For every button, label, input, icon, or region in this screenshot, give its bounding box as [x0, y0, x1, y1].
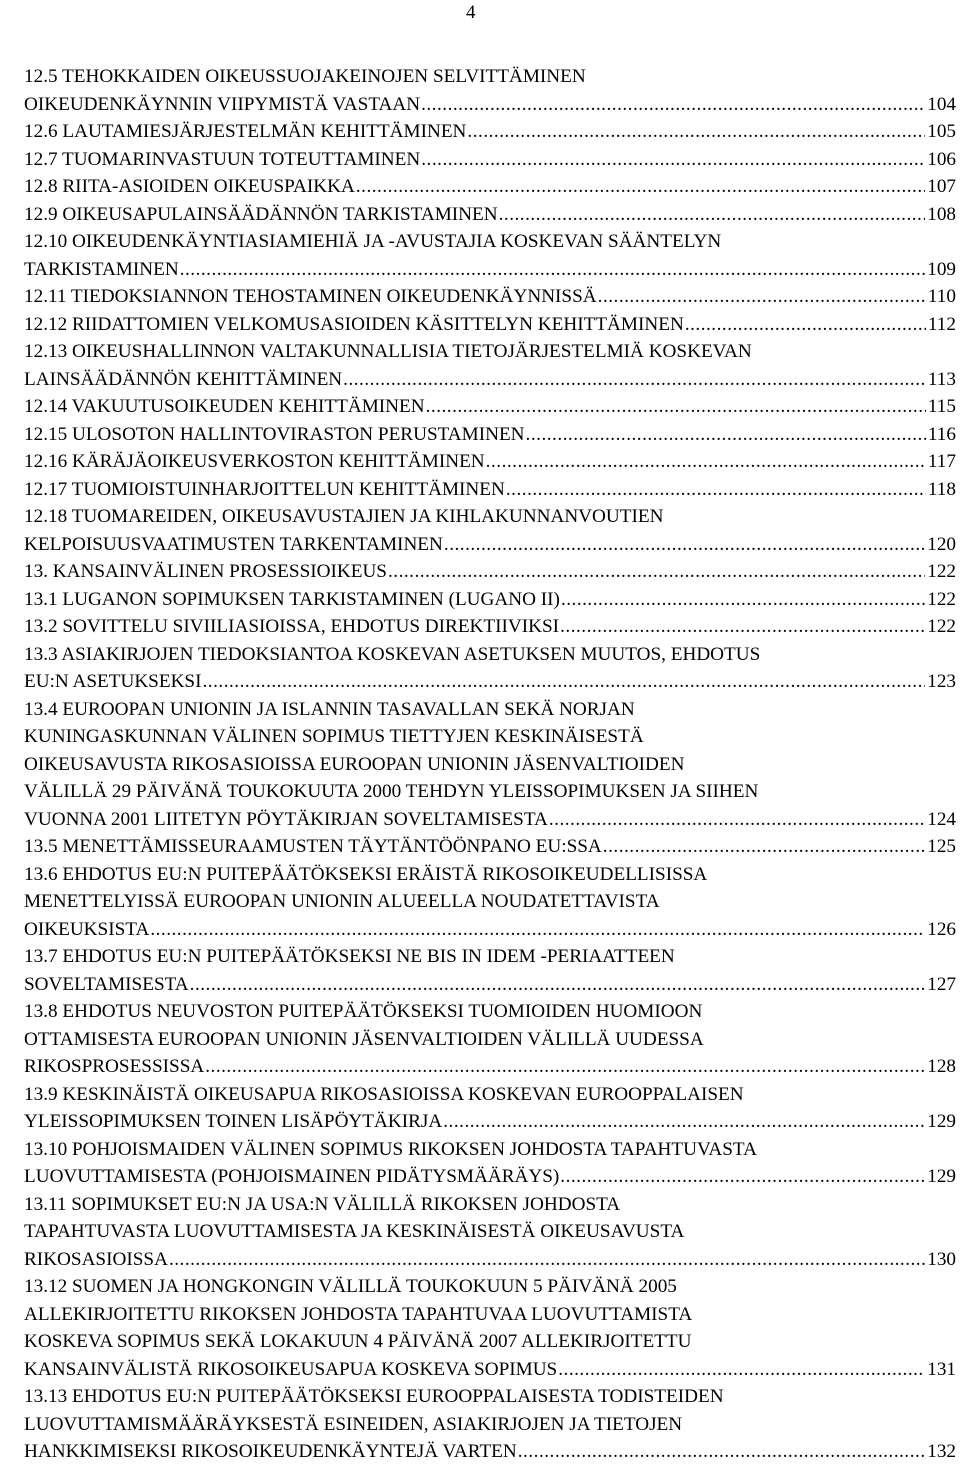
toc-entry-title: 13.13 EHDOTUS EU:N PUITEPÄÄTÖKSEKSI EUROOPPALAISESTA TODISTEIDEN — [24, 1386, 724, 1407]
dot-leader — [561, 586, 925, 614]
page-number: 4 — [466, 2, 476, 23]
toc-page-number: 116 — [927, 423, 956, 445]
toc-entry-title: 12.5 TEHOKKAIDEN OIKEUSSUOJAKEINOJEN SELVITTÄMINEN — [24, 66, 586, 87]
toc-entry-line — [24, 998, 956, 1026]
toc-entry-line — [24, 1108, 956, 1136]
toc-entry-title: 13.6 EHDOTUS EU:N PUITEPÄÄTÖKSEKSI ERÄISTÄ RIKOSOIKEUDELLISISSA — [24, 863, 708, 885]
toc-entry-title: RIKOSASIOISSA — [24, 1248, 168, 1270]
dot-leader — [499, 201, 926, 229]
toc-entry-title: EU:N ASETUKSEKSI — [24, 671, 202, 692]
toc-page-number: 107 — [927, 176, 956, 197]
toc-entry-line — [24, 1081, 956, 1109]
toc-page-number: 122 — [927, 616, 956, 637]
toc-entry-title: 12.8 RIITA-ASIOIDEN OIKEUSPAIKKA — [24, 176, 355, 197]
toc-entry-line — [24, 641, 956, 669]
toc-page-number: 110 — [927, 286, 956, 307]
toc-entry-line — [24, 91, 956, 119]
toc-entry-line — [24, 1191, 956, 1219]
toc-entry-title: VÄLILLÄ 29 PÄIVÄNÄ TOUKOKUUTA 2000 TEHDYN YLEISSOPIMUKSEN JA SIIHEN — [24, 781, 759, 802]
toc-page-number: 113 — [927, 368, 956, 390]
toc-entry-line — [24, 586, 956, 614]
toc-entry-title: 13.3 ASIAKIRJOJEN TIEDOKSIANTOA KOSKEVAN ASETUKSEN MUUTOS, EHDOTUS — [24, 643, 761, 665]
dot-leader — [603, 833, 925, 861]
toc-page-number: 126 — [927, 918, 956, 940]
dot-leader — [518, 1438, 925, 1466]
toc-entry-line — [24, 228, 956, 256]
toc-entry-title: LAINSÄÄDÄNNÖN KEHITTÄMINEN — [24, 368, 343, 390]
toc-entry-title: 12.7 TUOMARINVASTUUN TOTEUTTAMINEN — [24, 148, 421, 170]
toc-entry-title: OIKEUDENKÄYNNIN VIIPYMISTÄ VASTAAN — [24, 93, 421, 115]
toc-entry-title: KANSAINVÄLISTÄ RIKOSOIKEUSAPUA KOSKEVA SOPIMUS — [24, 1358, 558, 1380]
toc-entry-line — [24, 668, 956, 696]
dot-leader — [426, 393, 926, 421]
toc-page-number: 108 — [927, 203, 956, 225]
toc-entry-title: 12.17 TUOMIOISTUINHARJOITTELUN KEHITTÄMINEN — [24, 478, 505, 500]
toc-entry-title: LUOVUTTAMISMÄÄRÄYKSESTÄ ESINEIDEN, ASIAKIRJOJEN JA TIETOJEN — [24, 1413, 683, 1435]
toc-page-number: 122 — [927, 588, 956, 610]
toc-entry-title: 13.12 SUOMEN JA HONGKONGIN VÄLILLÄ TOUKOKUUN 5 PÄIVÄNÄ 2005 — [24, 1276, 677, 1297]
toc-page-number: 130 — [927, 1248, 956, 1270]
toc-page-number: 104 — [927, 93, 956, 115]
toc-entry[interactable] — [24, 1081, 956, 1136]
toc-page-number: 120 — [927, 533, 956, 555]
toc-entry-line — [24, 421, 956, 449]
toc-page-number: 129 — [927, 1111, 956, 1132]
toc-entry[interactable] — [24, 146, 956, 174]
toc-page-number: 118 — [927, 478, 956, 500]
toc-entry-line — [24, 256, 956, 284]
dot-leader — [356, 173, 925, 201]
toc-entry-title: KOSKEVA SOPIMUS SEKÄ LOKAKUUN 4 PÄIVÄNÄ 2007 ALLEKIRJOITETTU — [24, 1331, 692, 1352]
dot-leader — [467, 118, 925, 146]
toc-page-number: 122 — [927, 561, 956, 582]
toc-entry-title: 13.1 LUGANON SOPIMUKSEN TARKISTAMINEN (LUGANO II) — [24, 588, 560, 610]
toc-entry-title: 13.5 MENETTÄMISSEURAAMUSTEN TÄYTÄNTÖÖNPANO EU:SSA — [24, 836, 602, 857]
toc-entry-title: OTTAMISESTA EUROOPAN UNIONIN JÄSENVALTIOIDEN VÄLILLÄ UUDESSA — [24, 1028, 704, 1050]
toc-entry[interactable] — [24, 1273, 956, 1383]
dot-leader — [421, 91, 925, 119]
toc-entry-line — [24, 1356, 956, 1384]
toc-entry-line — [24, 861, 956, 889]
toc-entry-line — [24, 1328, 956, 1356]
dot-leader — [443, 1108, 925, 1136]
toc-page-number: 117 — [927, 451, 956, 472]
toc-entry-title: ALLEKIRJOITETTU RIKOKSEN JOHDOSTA TAPAHTUVAA LUOVUTTAMISTA — [24, 1303, 693, 1325]
toc-entry-title: 12.12 RIIDATTOMIEN VELKOMUSASIOIDEN KÄSITTELYN KEHITTÄMINEN — [24, 313, 684, 335]
dot-leader — [203, 668, 926, 696]
toc-entry[interactable] — [24, 833, 956, 861]
toc-entry-title: LUOVUTTAMISESTA (POHJOISMAINEN PIDÄTYSMÄÄRÄYS) — [24, 1166, 560, 1187]
toc-entry-title: KELPOISUUSVAATIMUSTEN TARKENTAMINEN — [24, 533, 443, 555]
toc-entry-title: 12.15 ULOSOTON HALLINTOVIRASTON PERUSTAMINEN — [24, 423, 525, 445]
toc-entry[interactable] — [24, 476, 956, 504]
toc-entry[interactable] — [24, 338, 956, 393]
toc-entry-line — [24, 118, 956, 146]
toc-entry-line — [24, 1301, 956, 1329]
toc-entry[interactable] — [24, 943, 956, 998]
toc-entry-line — [24, 1411, 956, 1439]
dot-leader — [205, 1053, 925, 1081]
toc-page-number: 109 — [927, 258, 956, 280]
toc-entry[interactable] — [24, 696, 956, 834]
toc-entry-title: HANKKIMISEKSI RIKOSOIKEUDENKÄYNTEJÄ VARTEN — [24, 1441, 517, 1462]
dot-leader — [558, 1356, 925, 1384]
toc-entry-line — [24, 888, 956, 916]
toc-entry-line — [24, 393, 956, 421]
toc-entry-title: 13.11 SOPIMUKSET EU:N JA USA:N VÄLILLÄ RIKOKSEN JOHDOSTA — [24, 1193, 621, 1215]
dot-leader — [421, 146, 925, 174]
toc-entry-title: 13.2 SOVITTELU SIVIILIASIOISSA, EHDOTUS DIREKTIIVIKSI — [24, 616, 560, 637]
toc-entry-line — [24, 283, 956, 311]
toc-entry-line — [24, 311, 956, 339]
toc-entry-line — [24, 448, 956, 476]
toc-entry-line — [24, 201, 956, 229]
toc-entry[interactable] — [24, 1191, 956, 1274]
toc-entry-line — [24, 1246, 956, 1274]
toc-entry-title: 12.9 OIKEUSAPULAINSÄÄDÄNNÖN TARKISTAMINEN — [24, 203, 498, 225]
toc-entry-line — [24, 1163, 956, 1191]
toc-entry[interactable] — [24, 503, 956, 558]
dot-leader — [180, 256, 926, 284]
dot-leader — [190, 971, 926, 999]
toc-entry-line — [24, 558, 956, 586]
toc-entry-line — [24, 696, 956, 724]
toc-page-number: 127 — [927, 973, 956, 995]
toc-entry-line — [24, 1273, 956, 1301]
toc-entry-title: SOVELTAMISESTA — [24, 973, 189, 995]
toc-entry-line — [24, 971, 956, 999]
toc-page-number: 124 — [927, 808, 956, 830]
toc-entry-title: 12.18 TUOMAREIDEN, OIKEUSAVUSTAJIEN JA KIHLAKUNNANVOUTIEN — [24, 506, 664, 527]
toc-entry-title: 12.6 LAUTAMIESJÄRJESTELMÄN KEHITTÄMINEN — [24, 121, 467, 142]
dot-leader — [486, 448, 926, 476]
toc-entry[interactable] — [24, 201, 956, 229]
toc-entry-line — [24, 1383, 956, 1411]
dot-leader — [598, 283, 926, 311]
toc-entry-line — [24, 943, 956, 971]
toc-entry-title: VUONNA 2001 LIITETYN PÖYTÄKIRJAN SOVELTAMISESTA — [24, 808, 548, 830]
toc-page-number: 105 — [927, 121, 956, 142]
toc-entry-line — [24, 806, 956, 834]
table-of-contents — [24, 63, 956, 1466]
toc-page-number: 125 — [927, 836, 956, 857]
toc-entry-line — [24, 531, 956, 559]
toc-entry[interactable] — [24, 1136, 956, 1191]
toc-entry-title: 12.11 TIEDOKSIANNON TEHOSTAMINEN OIKEUDENKÄYNNISSÄ — [24, 286, 597, 307]
toc-entry[interactable] — [24, 283, 956, 311]
toc-entry-title: 13.8 EHDOTUS NEUVOSTON PUITEPÄÄTÖKSEKSI TUOMIOIDEN HUOMIOON — [24, 1001, 703, 1022]
toc-entry[interactable] — [24, 311, 956, 339]
toc-entry-line — [24, 1026, 956, 1054]
toc-entry-line — [24, 366, 956, 394]
dot-leader — [506, 476, 926, 504]
toc-entry-title: 13.7 EHDOTUS EU:N PUITEPÄÄTÖKSEKSI NE BIS IN IDEM -PERIAATTEEN — [24, 946, 675, 967]
toc-entry-title: 13.4 EUROOPAN UNIONIN JA ISLANNIN TASAVALLAN SEKÄ NORJAN — [24, 698, 635, 720]
toc-page-number: 128 — [927, 1056, 956, 1077]
toc-entry-line — [24, 613, 956, 641]
toc-entry-title: TAPAHTUVASTA LUOVUTTAMISESTA JA KESKINÄISESTÄ OIKEUSAVUSTA — [24, 1221, 685, 1242]
toc-entry[interactable] — [24, 558, 956, 586]
toc-entry-line — [24, 723, 956, 751]
toc-entry[interactable] — [24, 861, 956, 944]
toc-entry-line — [24, 1053, 956, 1081]
toc-entry-line — [24, 476, 956, 504]
toc-entry[interactable] — [24, 448, 956, 476]
toc-entry-title: 12.14 VAKUUTUSOIKEUDEN KEHITTÄMINEN — [24, 396, 425, 417]
dot-leader — [549, 806, 925, 834]
toc-page-number: 129 — [927, 1166, 956, 1187]
toc-entry-title: 13. KANSAINVÄLINEN PROSESSIOIKEUS — [24, 561, 387, 582]
dot-leader — [343, 366, 926, 394]
toc-entry-line — [24, 1438, 956, 1466]
toc-entry[interactable] — [24, 586, 956, 614]
dot-leader — [444, 531, 925, 559]
toc-entry-title: OIKEUSAVUSTA RIKOSASIOISSA EUROOPAN UNIONIN JÄSENVALTIOIDEN — [24, 753, 685, 775]
dot-leader — [150, 916, 925, 944]
toc-entry[interactable] — [24, 641, 956, 696]
toc-entry[interactable] — [24, 613, 956, 641]
dot-leader — [169, 1246, 925, 1274]
toc-page-number: 132 — [927, 1441, 956, 1462]
toc-page-number: 131 — [927, 1358, 956, 1380]
toc-entry[interactable] — [24, 1383, 956, 1466]
dot-leader — [560, 1163, 925, 1191]
toc-entry-title: TARKISTAMINEN — [24, 258, 179, 280]
dot-leader — [685, 311, 926, 339]
toc-page-number: 123 — [927, 671, 956, 692]
toc-entry-title: OIKEUKSISTA — [24, 918, 150, 940]
toc-entry-title: 12.16 KÄRÄJÄOIKEUSVERKOSTON KEHITTÄMINEN — [24, 451, 485, 472]
toc-entry-line — [24, 503, 956, 531]
toc-entry-title: 13.10 POHJOISMAIDEN VÄLINEN SOPIMUS RIKOKSEN JOHDOSTA TAPAHTUVASTA — [24, 1138, 757, 1160]
toc-entry[interactable] — [24, 63, 956, 118]
toc-entry-line — [24, 173, 956, 201]
toc-entry-line — [24, 833, 956, 861]
toc-entry[interactable] — [24, 393, 956, 421]
toc-entry-line — [24, 778, 956, 806]
dot-leader — [388, 558, 925, 586]
toc-entry-title: 12.10 OIKEUDENKÄYNTIASIAMIEHIÄ JA -AVUSTAJIA KOSKEVAN SÄÄNTELYN — [24, 231, 722, 252]
toc-entry-title: MENETTELYISSÄ EUROOPAN UNIONIN ALUEELLA NOUDATETTAVISTA — [24, 891, 660, 912]
toc-entry-title: RIKOSPROSESSISSA — [24, 1056, 205, 1077]
toc-entry-line — [24, 1136, 956, 1164]
toc-entry[interactable] — [24, 421, 956, 449]
toc-entry-line — [24, 63, 956, 91]
toc-entry[interactable] — [24, 998, 956, 1081]
toc-entry-line — [24, 916, 956, 944]
toc-entry-line — [24, 751, 956, 779]
toc-entry-title: KUNINGASKUNNAN VÄLINEN SOPIMUS TIETTYJEN KESKINÄISESTÄ — [24, 726, 644, 747]
toc-page-number: 115 — [927, 396, 956, 417]
dot-leader — [560, 613, 925, 641]
dot-leader — [526, 421, 926, 449]
toc-entry-line — [24, 338, 956, 366]
toc-entry-line — [24, 146, 956, 174]
toc-entry[interactable] — [24, 173, 956, 201]
toc-entry[interactable] — [24, 118, 956, 146]
toc-entry-line — [24, 1218, 956, 1246]
toc-entry[interactable] — [24, 228, 956, 283]
toc-entry-title: 13.9 KESKINÄISTÄ OIKEUSAPUA RIKOSASIOISSA KOSKEVAN EUROOPPALAISEN — [24, 1083, 744, 1105]
toc-page-number: 106 — [927, 148, 956, 170]
toc-entry-title: YLEISSOPIMUKSEN TOINEN LISÄPÖYTÄKIRJA — [24, 1111, 443, 1132]
toc-page-number: 112 — [927, 313, 956, 335]
toc-entry-title: 12.13 OIKEUSHALLINNON VALTAKUNNALLISIA TIETOJÄRJESTELMIÄ KOSKEVAN — [24, 341, 752, 362]
